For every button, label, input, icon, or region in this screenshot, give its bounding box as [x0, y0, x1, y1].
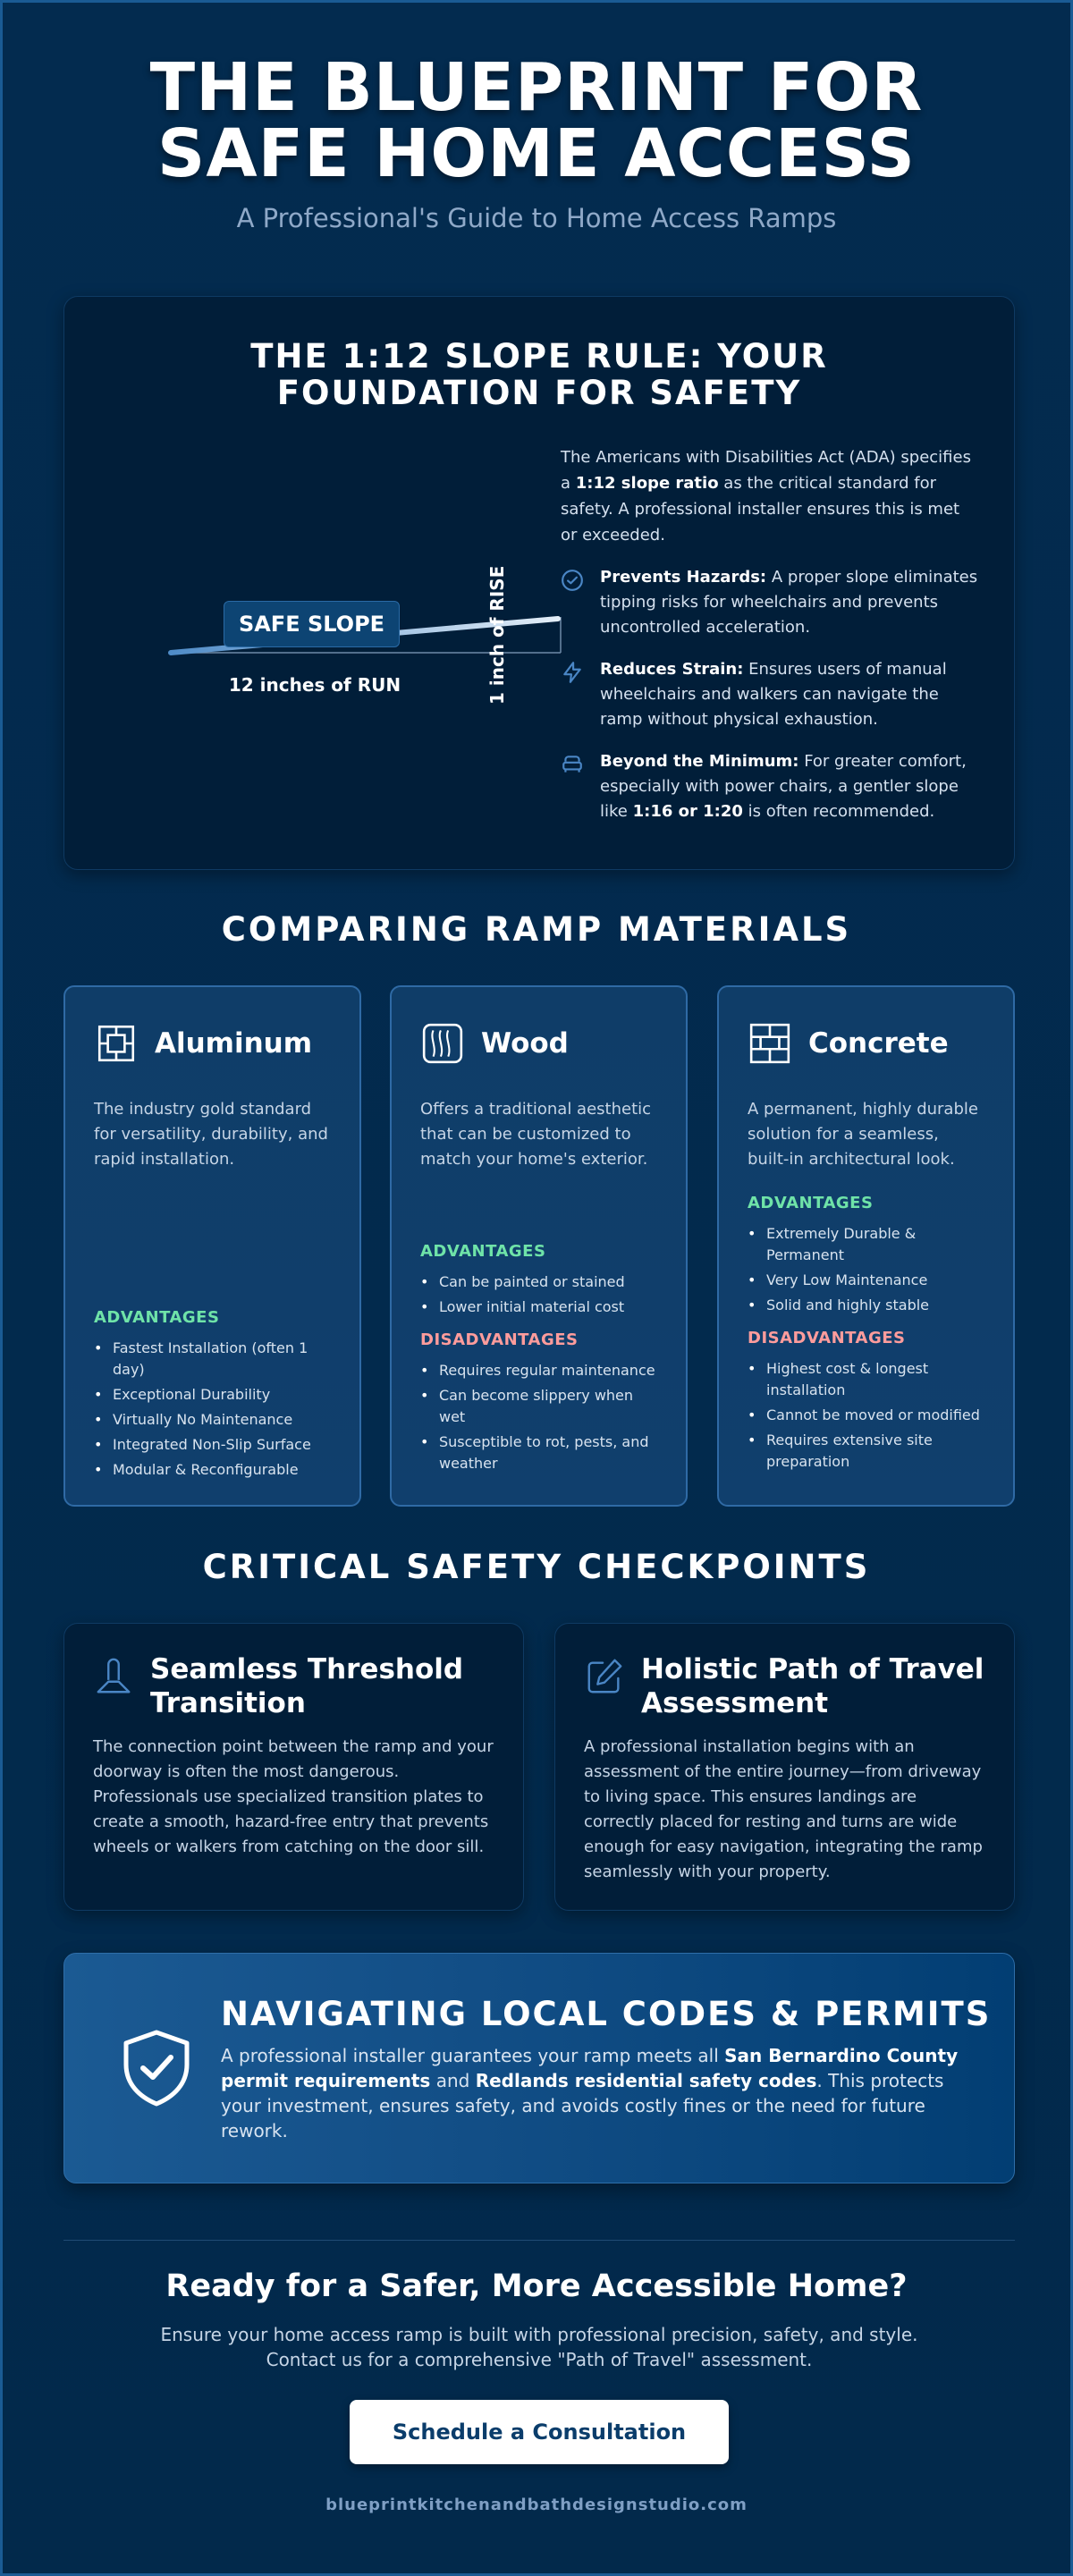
checkpoint-card-threshold [63, 1623, 524, 1911]
list-item: • Highest cost & longest installation [748, 1358, 984, 1401]
header [3, 49, 1070, 233]
run-label: 12 inches of RUN [228, 674, 401, 696]
slope-rule-card [63, 296, 1015, 870]
armchair-icon [561, 753, 584, 776]
list-item: • Can be painted or stained [420, 1271, 657, 1293]
threshold-icon [93, 1656, 134, 1697]
checkpoint-body: A professional installation begins with an assessment of the entire journey—from driveway to living space. This ensures landings are correctly placed for resting and turns are wide enough for easy navigation, integrating the ramp seamlessly with your property. [584, 1737, 983, 1881]
list-item: • Requires extensive site preparation [748, 1430, 984, 1473]
checkpoint-card-path-of-travel [554, 1623, 1015, 1911]
material-description: The industry gold standard for versatility, durability, and rapid installation. [94, 1100, 328, 1169]
list-item: • Can become slippery when wet [420, 1385, 657, 1428]
wood-grain-icon [420, 1021, 465, 1066]
safe-slope-badge: SAFE SLOPE [224, 601, 400, 647]
list-item: • Modular & Reconfigurable [94, 1459, 331, 1481]
disadvantages-label: DISADVANTAGES [748, 1329, 906, 1347]
disadvantages-label: DISADVANTAGES [420, 1330, 579, 1349]
list-item: • Requires regular maintenance [420, 1360, 657, 1381]
disadvantages-list [420, 1360, 657, 1474]
benefit-prevents-hazards: Prevents Hazards: A proper slope eliminates tipping risks for wheelchairs and prevents uncontrolled acceleration. [561, 565, 981, 640]
divider [63, 2240, 1015, 2241]
material-card-aluminum [63, 985, 361, 1507]
advantages-list [94, 1338, 331, 1481]
material-name: Concrete [808, 1027, 949, 1060]
shield-check-icon [114, 2025, 199, 2111]
material-card-concrete [717, 985, 1015, 1507]
list-item: • Susceptible to rot, pests, and weather [420, 1432, 657, 1474]
check-circle-icon [561, 569, 584, 592]
material-description: Offers a traditional aesthetic that can be customized to match your home's exterior. [420, 1100, 652, 1169]
slope-rule-title: THE 1:12 SLOPE RULE: YOUR FOUNDATION FOR SAFETY [250, 337, 828, 412]
schedule-consultation-button[interactable]: Schedule a Consultation [350, 2400, 729, 2464]
benefit-reduces-strain: Reduces Strain: Ensures users of manual wheelchairs and walkers can navigate the ramp without physical exhaustion. [561, 657, 981, 732]
cta-body: Ensure your home access ramp is built with professional precision, safety, and style. Contact us for a comprehensive "Path of Travel" assessment. [160, 2324, 918, 2370]
permits-card [63, 1953, 1015, 2183]
list-item: • Solid and highly stable [748, 1295, 984, 1316]
list-item: • Fastest Installation (often 1 day) [94, 1338, 331, 1381]
advantages-list [748, 1223, 984, 1316]
rise-label: 1 inch of RISE [486, 565, 508, 705]
material-name: Wood [481, 1027, 569, 1060]
slope-rule-text [561, 444, 981, 824]
checkpoint-title: Holistic Path of Travel Assessment [641, 1653, 984, 1719]
material-name: Aluminum [155, 1027, 313, 1060]
lightning-icon [561, 661, 584, 684]
slope-intro: The Americans with Disabilities Act (ADA) specifies a 1:12 slope ratio as the critical standard for safety. A professional installer ensures this is met or exceeded. [561, 448, 971, 545]
list-item: • Very Low Maintenance [748, 1270, 984, 1291]
checkpoint-title: Seamless Threshold Transition [150, 1653, 464, 1719]
advantages-label: ADVANTAGES [94, 1308, 220, 1327]
list-item: • Extremely Durable & Permanent [748, 1223, 984, 1266]
checkpoints-section-title: CRITICAL SAFETY CHECKPOINTS [202, 1548, 871, 1586]
list-item: • Exceptional Durability [94, 1384, 331, 1406]
material-card-wood [390, 985, 688, 1507]
materials-section-title: COMPARING RAMP MATERIALS [221, 910, 852, 949]
list-item: • Integrated Non-Slip Surface [94, 1434, 331, 1456]
list-item: • Cannot be moved or modified [748, 1405, 984, 1426]
disadvantages-list [748, 1358, 984, 1473]
list-item: • Virtually No Maintenance [94, 1409, 331, 1431]
footer-website-link[interactable]: blueprintkitchenandbathdesignstudio.com [325, 2496, 748, 2514]
page-subtitle: A Professional's Guide to Home Access Ramps [236, 203, 837, 233]
advantages-label: ADVANTAGES [420, 1242, 546, 1261]
brick-wall-icon [748, 1021, 792, 1066]
advantages-list [420, 1271, 657, 1318]
checkpoint-body: The connection point between the ramp and your doorway is often the most dangerous. Professionals use specialized transition plates to create a smooth, hazard-free entry that prevents wheels or walkers from catching on the door sill. [93, 1737, 494, 1856]
permits-body: A professional installer guarantees your ramp meets all San Bernardino County permit requirements and Redlands residential safety codes. This protects your investment, ensures safety, and avoids costly fines or the need for future rework. [221, 2045, 959, 2141]
permits-title: NAVIGATING LOCAL CODES & PERMITS [221, 1995, 992, 2033]
list-item: • Lower initial material cost [420, 1296, 657, 1318]
page-title: THE BLUEPRINT FOR SAFE HOME ACCESS [149, 49, 924, 192]
pencil-square-icon [584, 1656, 625, 1697]
benefit-beyond-minimum: Beyond the Minimum: For greater comfort, especially with power chairs, a gentler slope like 1:16 or 1:20 is often recommended. [561, 749, 981, 824]
material-description: A permanent, highly durable solution for a seamless, built-in architectural look. [748, 1100, 978, 1169]
cta-title: Ready for a Safer, More Accessible Home? [165, 2268, 908, 2304]
advantages-label: ADVANTAGES [748, 1194, 874, 1212]
frame-icon [94, 1021, 139, 1066]
